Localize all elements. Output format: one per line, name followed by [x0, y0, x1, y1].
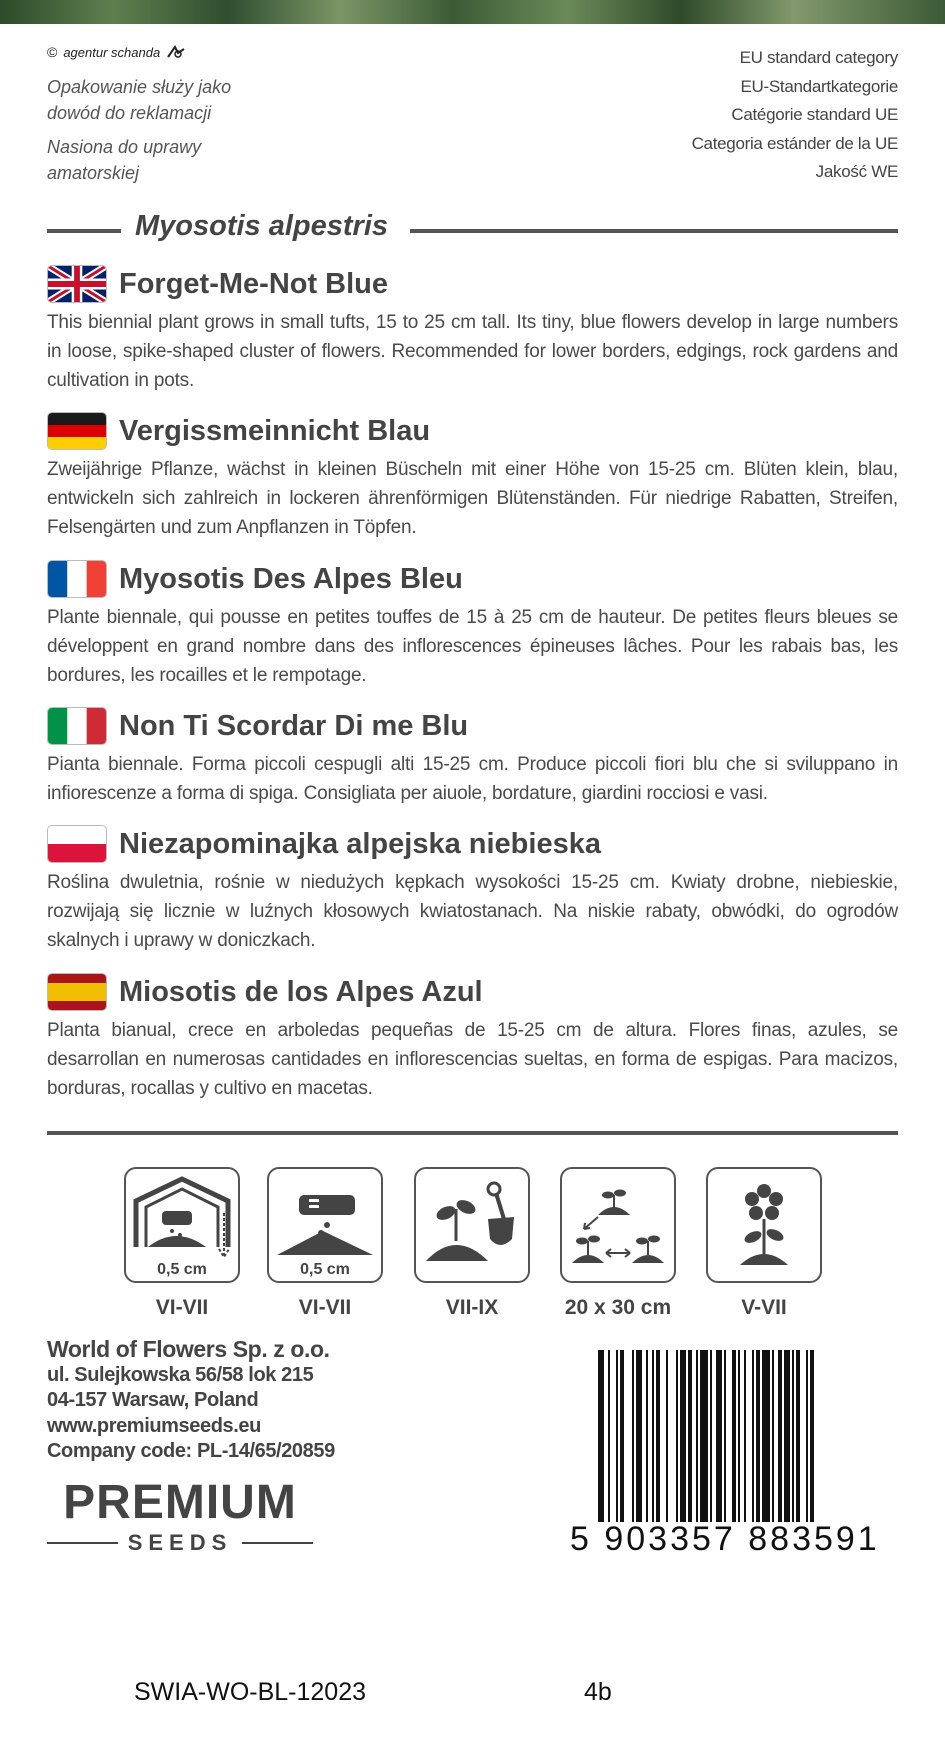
- complaint-note: Opakowanie służy jako dowód do reklamacji: [47, 77, 232, 123]
- variant-code: 4b: [584, 1678, 612, 1706]
- eu-category-fr: Catégorie standard UE: [731, 105, 898, 124]
- barcode-digits: 5 903357 883591: [570, 1520, 880, 1558]
- greenhouse-sowing-icon: [124, 1167, 240, 1283]
- agentur-logo-icon: [166, 45, 186, 59]
- section-title: Non Ti Scordar Di me Blu: [119, 709, 469, 742]
- agentur-name: agentur schanda: [63, 44, 161, 60]
- latin-name: Myosotis alpestris: [135, 210, 389, 242]
- eu-category-pl: Jakość WE: [815, 162, 898, 181]
- planting-period: VII-IX: [445, 1296, 499, 1319]
- divider-right: [410, 229, 898, 233]
- section-divider: [47, 1131, 898, 1135]
- company-info: [47, 1337, 335, 1465]
- section-polish: [47, 822, 898, 955]
- left-notes: [47, 74, 307, 194]
- section-text: Zweijährige Pflanze, wächst in kleinen Büscheln mit einer Höhe von 15-25 cm. Blüten klein, blau, entwickeln sich zahlreich in lockeren ährenförmigen Blütenständen. Für niedrige Rabatten, Streifen, Felsengärten und zum Anpflanzen in Töpfen.: [47, 459, 898, 538]
- poland-flag-icon: [47, 825, 107, 863]
- company-street: ul. Sulejkowska 56/58 lok 215: [47, 1363, 314, 1386]
- brand-word-seeds: SEEDS: [127, 1530, 233, 1555]
- eu-category-de: EU-Standartkategorie: [740, 76, 898, 96]
- section-english: [47, 262, 898, 395]
- spain-flag-icon: [47, 973, 107, 1011]
- section-title: Myosotis Des Alpes Bleu: [119, 562, 463, 595]
- spacing-value: 20 x 30 cm: [564, 1296, 672, 1319]
- sowing-depth: 0,5 cm: [300, 1261, 350, 1278]
- flowering-period: V-VII: [741, 1296, 787, 1319]
- copyright-symbol: ©: [47, 44, 58, 60]
- section-text: Planta bianual, crece en arboledas pequeñas de 15-25 cm de altura. Flores finas, azules, se desarrollan en numerosas cantidades en inflorescencias sueltas, en forma de espigas. Para macizos, borduras, rocallas y cultivo en macetas.: [47, 1020, 898, 1099]
- flowering-icon: [706, 1167, 822, 1283]
- italy-flag-icon: [47, 707, 107, 745]
- section-title: Miosotis de los Alpes Azul: [119, 975, 483, 1008]
- section-title: Vergissmeinnicht Blau: [119, 414, 431, 447]
- sowing-period: VI-VII: [298, 1296, 352, 1319]
- company-name: World of Flowers Sp. z o.o.: [47, 1336, 330, 1362]
- brand-word-premium: PREMIUM: [63, 1476, 297, 1529]
- sowing-period: VI-VII: [155, 1296, 209, 1319]
- product-code: SWIA-WO-BL-12023: [134, 1678, 367, 1706]
- eu-categories: [692, 44, 898, 187]
- sowing-depth: 0,5 cm: [157, 1261, 207, 1278]
- section-german: [47, 409, 898, 542]
- company-website: www.premiumseeds.eu: [47, 1414, 261, 1437]
- top-photo-strip: [0, 0, 945, 24]
- section-text: This biennial plant grows in small tufts, 15 to 25 cm tall. Its tiny, blue flowers develop in large numbers in loose, spike-shaped cluster of flowers. Recommended for lower borders, edgings, rock gardens and cultivation in pots.: [47, 312, 898, 391]
- section-title: Niezapominajka alpejska niebieska: [119, 827, 601, 860]
- barcode-icon: [598, 1350, 898, 1530]
- section-italian: [47, 704, 898, 808]
- eu-category-en: EU standard category: [739, 48, 898, 67]
- company-city: 04-157 Warsaw, Poland: [47, 1389, 259, 1411]
- spacing-icon: [560, 1167, 676, 1283]
- section-text: Pianta biennale. Forma piccoli cespugli alti 15-25 cm. Produce piccoli fiori blu che si sviluppano in infiorescenze a forma di spiga. Consigliata per aiuole, bordature, giardini rocciosi e vasi.: [47, 754, 898, 804]
- section-text: Roślina dwuletnia, rośnie w niedużych kępkach wysokości 15-25 cm. Kwiaty drobne, niebieskie, rozwijają się licznie w luźnych kłosowych kwiatostanach. Na niskie rabaty, obwódki, do ogrodów skalnych i uprawy w doniczkach.: [47, 872, 898, 951]
- france-flag-icon: [47, 560, 107, 598]
- premium-seeds-logo: [47, 1478, 313, 1556]
- company-code: Company code: PL-14/65/20859: [47, 1440, 335, 1462]
- latin-name-row: [47, 208, 898, 248]
- divider-left: [47, 229, 121, 233]
- uk-flag-icon: [47, 265, 107, 303]
- eu-category-es: Categoria estánder de la UE: [691, 133, 898, 153]
- outdoor-sowing-icon: [267, 1167, 383, 1283]
- agentur-credit: [47, 44, 186, 60]
- germany-flag-icon: [47, 412, 107, 450]
- section-text: Plante biennale, qui pousse en petites touffes de 15 à 25 cm de hauteur. De petites fleurs bleues se développent en grand nombre dans des inflorescences épineuses lâches. Pour les rabais bas, les bordures, les rocailles et le rempotage.: [47, 607, 898, 686]
- section-french: [47, 557, 898, 690]
- section-title: Forget-Me-Not Blue: [119, 267, 389, 300]
- section-spanish: [47, 970, 898, 1103]
- amateur-note: Nasiona do uprawy amatorskiej: [47, 137, 202, 183]
- planting-icon: [414, 1167, 530, 1283]
